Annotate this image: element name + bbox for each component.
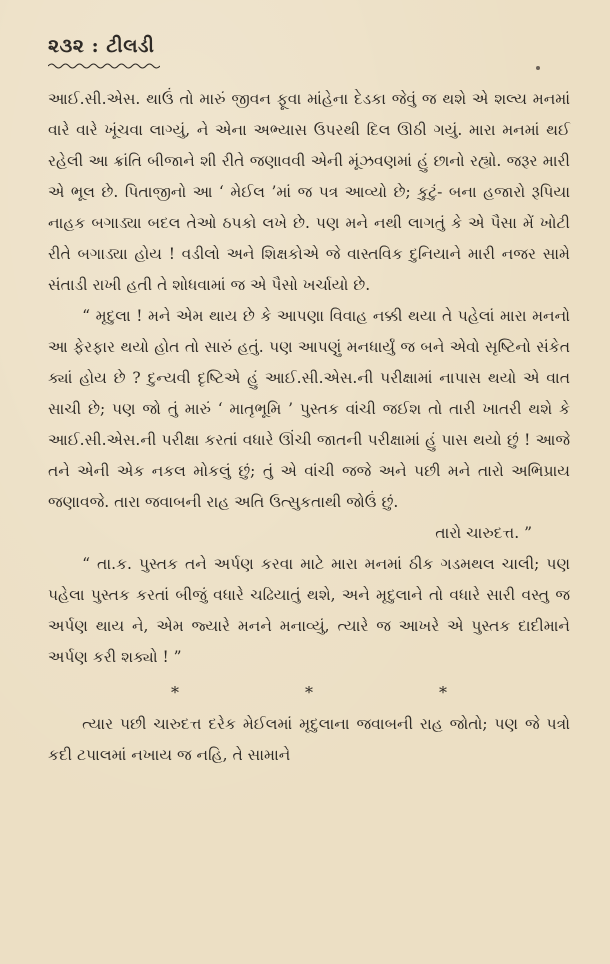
section-separator	[48, 683, 570, 703]
paper-speck	[536, 66, 540, 70]
letter-signature: તારો ચારુદત્ત. ”	[435, 524, 532, 542]
paragraph: ત્યાર પછી ચારુદત્ત દરેક મેઈલમાં મૃદુલાના જવાબની રાહ જોતો; પણ જે પત્રો કદી ટપાલમાં નખાય જ નહિ, તે સામાને	[48, 715, 570, 764]
separator-asterisk: *	[171, 683, 179, 702]
paragraph: “ મૃદુલા ! મને એમ થાય છે કે આપણા વિવાહ નક્કી થયા તે પહેલાં મારા મનનો આ ફેરફાર થયો હોત તો સારું હતું. પણ આપણું મનધાર્યું જ બને એવો સૃષ્ટિનો સંકેત ક્યાં હોય છે ? દુન્યવી દૃષ્ટિએ હું આઈ.સી.એસ.ની પરીક્ષામાં નાપાસ થયો એ વાત સાચી છે; પણ જો તું મારું ‘ માતૃભૂમિ ’ પુસ્તક વાંચી જઈશ તો તારી ખાતરી થશે કે આઈ.સી.એસ.ની પરીક્ષા કરતાં વધારે ઊંચી જાતની પરીક્ષામાં હું પાસ થયો છું ! આજે તને એની એક નકલ મોકલું છું; તું એ વાંચી જજે અને પછી મને તારો અભિપ્રાય જણાવજે. તારા જવાબની રાહ અતિ ઉત્સુકતાથી જોઉં છું.	[48, 307, 570, 511]
paragraph: “ તા.ક. પુસ્તક તને અર્પણ કરવા માટે મારા મનમાં ઠીક ગડમથલ ચાલી; પણ પહેલા પુસ્તક કરતાં બીજું વધારે ચઢિયાતું થશે, અને મૃદુલાને તો વધારે સારી વસ્તુ જ અર્પણ થાય ને, એમ જ્યારે મનને મનાવ્યું, ત્યારે જ આખરે એ પુસ્તક દાદીમાને અર્પણ કરી શક્યો ! ”	[48, 555, 570, 666]
separator-asterisk: *	[305, 683, 313, 702]
wavy-underline	[48, 62, 160, 70]
page-body	[48, 84, 570, 771]
separator-asterisk: *	[439, 683, 447, 702]
running-head: ૨૩૨ : ટીલડી	[48, 35, 155, 57]
paragraph: આઈ.સી.એસ. થાઉં તો મારું જીવન ફૂવા માંહેના દેડકા જેવું જ થશે એ શલ્ય મનમાં વારે વારે ખૂંચવા લાગ્યું, ને એના અભ્યાસ ઉપરથી દિલ ઊઠી ગયું. મારા મનમાં થઈ રહેલી આ ક્રાંતિ બીજાને શી રીતે જણાવવી એની મૂંઝવણમાં હું છાનો રહ્યો. જરૂર મારી એ ભૂલ છે. પિતાજીનો આ ‘ મેઈલ ’માં જ પત્ર આવ્યો છે; કુટું- બના હજારો રૂપિયા નાહક બગાડ્યા બદલ તેઓ ઠપકો લખે છે. પણ મને નથી લાગતું કે એ પૈસા મેં ખોટી રીતે બગાડ્યા હોય ! વડીલો અને શિક્ષકોએ જે વાસ્તવિક દુનિયાને મારી નજર સામે સંતાડી રાખી હતી તે શોધવામાં જ એ પૈસો ખર્ચાયો છે.	[48, 90, 570, 294]
